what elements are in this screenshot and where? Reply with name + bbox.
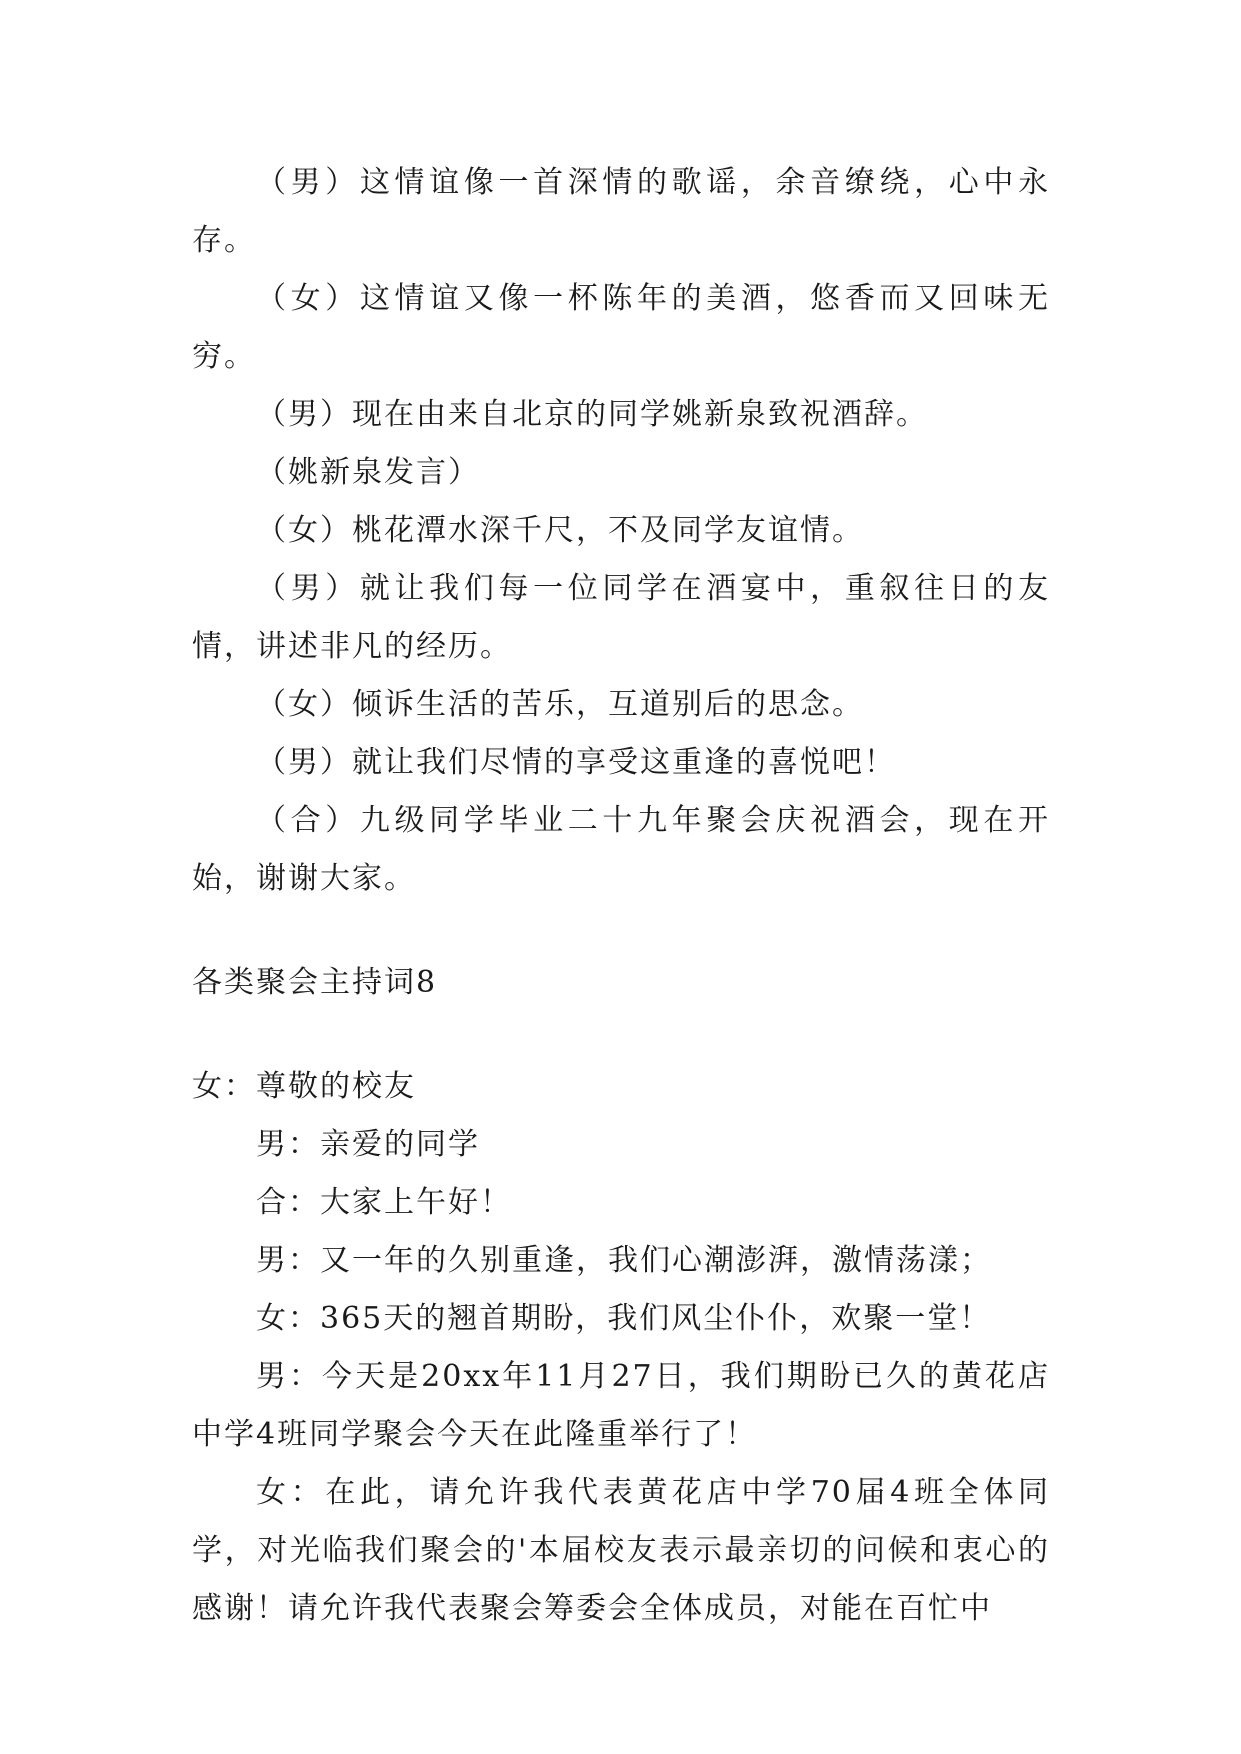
paragraph: （女）桃花潭水深千尺，不及同学友谊情。 — [256, 513, 864, 548]
paragraph: （姚新泉发言） — [256, 455, 480, 490]
paragraph: （女）倾诉生活的苦乐，互道别后的思念。 — [256, 687, 864, 722]
paragraph: （男）这情谊像一首深情的歌谣，余音缭绕，心中永存。 — [192, 165, 1050, 258]
paragraph: 男：又一年的久别重逢，我们心潮澎湃，激情荡漾； — [256, 1243, 992, 1278]
document-body — [192, 154, 1050, 1638]
paragraph: （男）现在由来自北京的同学姚新泉致祝酒辞。 — [256, 397, 928, 432]
paragraph: （合）九级同学毕业二十九年聚会庆祝酒会，现在开始，谢谢大家。 — [192, 803, 1050, 896]
paragraph: 女：在此，请允许我代表黄花店中学70届4班全体同学，对光临我们聚会的'本届校友表示最亲切的问候和衷心的感谢！请允许我代表聚会筹委会全体成员，对能在百忙中 — [192, 1475, 1050, 1626]
paragraph: 男：亲爱的同学 — [256, 1127, 480, 1162]
paragraph: （男）就让我们尽情的享受这重逢的喜悦吧！ — [256, 745, 896, 780]
paragraph: 合：大家上午好！ — [256, 1185, 512, 1220]
section-heading: 各类聚会主持词8 — [192, 965, 438, 1000]
paragraph: 男：今天是20xx年11月27日，我们期盼已久的黄花店中学4班同学聚会今天在此隆重举行了！ — [192, 1359, 1050, 1452]
paragraph-first-line: 女：尊敬的校友 — [192, 1069, 416, 1104]
paragraph: （女）这情谊又像一杯陈年的美酒，悠香而又回味无穷。 — [192, 281, 1050, 374]
paragraph: （男）就让我们每一位同学在酒宴中，重叙往日的友情，讲述非凡的经历。 — [192, 571, 1050, 664]
paragraph: 女：365天的翘首期盼，我们风尘仆仆，欢聚一堂！ — [256, 1301, 992, 1336]
